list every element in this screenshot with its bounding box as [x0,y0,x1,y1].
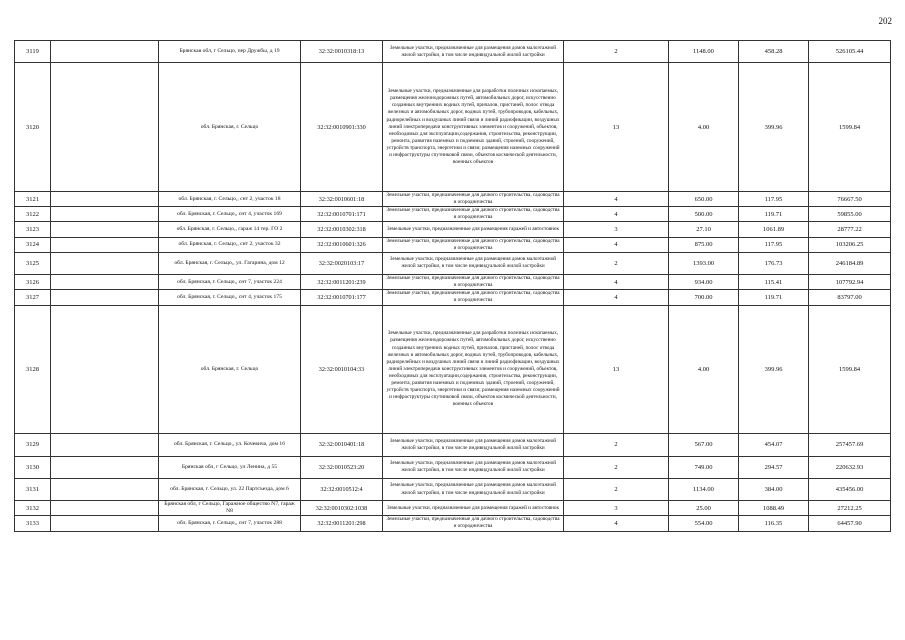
table-row [15,456,891,478]
area-cell: 567.00 [669,434,739,456]
group-cell: 4 [564,237,669,252]
table-row [15,252,891,274]
empty-cell [51,207,159,222]
land-purpose-cell: Земельные участки, предназначенные для размещения домов малоэтажной жилой застройки, в том числе индивидуальной жилой застройки [383,41,564,63]
empty-cell [51,252,159,274]
land-purpose-cell: Земельные участки, предназначенные для разработки полезных ископаемых, размещения железнодорожных путей, автомобильных дорог, искусственно созданных внутренних водных путей, причалов, пристаней, полос отвода железных и автомобильных дорог, водных путей, трубопроводов, кабельных, радиорелейных и воздушных линий связи и линий радиофикации, воздушных линий электропередачи конструктивных элементов и сооружений, объектов, необходимых для эксплуатации,содержания, строительства, реконструкции, ремонта, развития наземных и подземных зданий, строений, сооружений, устройств транспорта, энергетики и связи; размещения наземных сооружений и инфраструктуры спутниковой связи, объектов космической деятельности, военных объектов [383,63,564,192]
row-number: 3126 [15,275,51,290]
specific-value-cell: 176.73 [739,252,809,274]
table-row [15,290,891,305]
cadastral-number-cell: 32:32:0020103:17 [301,252,383,274]
area-cell: 500.00 [669,207,739,222]
empty-cell [51,434,159,456]
group-cell: 2 [564,434,669,456]
page-number: 202 [878,16,892,26]
table-row [15,275,891,290]
area-cell: 934.00 [669,275,739,290]
table-row [15,305,891,434]
specific-value-cell: 1088.49 [739,501,809,516]
cadastral-value-cell: 27212.25 [809,501,891,516]
row-number: 3131 [15,478,51,500]
address-cell: обл. Брянская, г. Сельцо,, ул. Гагарина, дом 12 [159,252,301,274]
row-number: 3130 [15,456,51,478]
specific-value-cell: 399.96 [739,305,809,434]
row-number: 3128 [15,305,51,434]
address-cell: обл. Брянская, г. Сельцо,, снт 2, участок 18 [159,192,301,207]
land-purpose-cell: Земельные участки, предназначенные для размещения домов малоэтажной жилой застройки, в том числе индивидуальной жилой застройки [383,252,564,274]
area-cell: 749.00 [669,456,739,478]
row-number: 3125 [15,252,51,274]
cadastral-number-cell: 32:32:0011201:298 [301,516,383,531]
empty-cell [51,41,159,63]
row-number: 3132 [15,501,51,516]
empty-cell [51,478,159,500]
group-cell: 2 [564,478,669,500]
empty-cell [51,222,159,237]
table-row [15,516,891,531]
address-cell: Брянская обл, г Сельцо, пер Дружбы, д 19 [159,41,301,63]
table-row [15,434,891,456]
empty-cell [51,290,159,305]
cadastral-value-cell: 246184.89 [809,252,891,274]
land-register-table [14,40,891,532]
row-number: 3129 [15,434,51,456]
group-cell: 4 [564,275,669,290]
cadastral-number-cell: 32:32:0010318:13 [301,41,383,63]
address-cell: обл. Брянская, г. Сельцо [159,305,301,434]
specific-value-cell: 384.00 [739,478,809,500]
table-row [15,207,891,222]
cadastral-number-cell: 32:32:0010523:20 [301,456,383,478]
specific-value-cell: 117.95 [739,237,809,252]
address-cell: обл. Брянская, г. Сельцо,, снт 4, участок 175 [159,290,301,305]
specific-value-cell: 454.07 [739,434,809,456]
empty-cell [51,192,159,207]
group-cell: 4 [564,516,669,531]
empty-cell [51,501,159,516]
table-body [15,41,891,532]
specific-value-cell: 116.35 [739,516,809,531]
row-number: 3123 [15,222,51,237]
specific-value-cell: 399.96 [739,63,809,192]
group-cell: 2 [564,41,669,63]
cadastral-value-cell: 59855.00 [809,207,891,222]
specific-value-cell: 119.71 [739,290,809,305]
table-row [15,41,891,63]
address-cell: обл. Брянская, г. Сельцо,, снт 7, участок 288 [159,516,301,531]
land-purpose-cell: Земельные участки, предназначенные для дачного строительства, садоводства и огородничества [383,516,564,531]
area-cell: 1134.00 [669,478,739,500]
cadastral-number-cell: 32:32:0010701:171 [301,207,383,222]
cadastral-value-cell: 435456.00 [809,478,891,500]
area-cell: 4.00 [669,305,739,434]
specific-value-cell: 117.95 [739,192,809,207]
land-purpose-cell: Земельные участки, предназначенные для дачного строительства, садоводства и огородничества [383,290,564,305]
table-row [15,237,891,252]
land-purpose-cell: Земельные участки, предназначенные для размещения домов малоэтажной жилой застройки, в том числе индивидуальной жилой застройки [383,478,564,500]
land-purpose-cell: Земельные участки, предназначенные для размещения гаражей и автостоянок [383,501,564,516]
cadastral-number-cell: 32:32:0010901:330 [301,63,383,192]
row-number: 3120 [15,63,51,192]
specific-value-cell: 458.28 [739,41,809,63]
cadastral-value-cell: 103206.25 [809,237,891,252]
area-cell: 1148.00 [669,41,739,63]
group-cell: 4 [564,192,669,207]
specific-value-cell: 119.71 [739,207,809,222]
land-purpose-cell: Земельные участки, предназначенные для размещения домов малоэтажной жилой застройки, в том числе индивидуальной жилой застройки [383,434,564,456]
group-cell: 2 [564,252,669,274]
cadastral-number-cell: 32:32:0010601:326 [301,237,383,252]
group-cell: 13 [564,63,669,192]
area-cell: 650.00 [669,192,739,207]
area-cell: 4.00 [669,63,739,192]
area-cell: 700.00 [669,290,739,305]
area-cell: 554.00 [669,516,739,531]
group-cell: 13 [564,305,669,434]
group-cell: 2 [564,456,669,478]
empty-cell [51,456,159,478]
cadastral-value-cell: 1599.84 [809,305,891,434]
land-purpose-cell: Земельные участки, предназначенные для дачного строительства, садоводства и огородничества [383,237,564,252]
cadastral-number-cell: 32:32:0010601:18 [301,192,383,207]
land-purpose-cell: Земельные участки, предназначенные для дачного строительства, садоводства и огородничества [383,275,564,290]
cadastral-value-cell: 107792.94 [809,275,891,290]
address-cell: обл. Брянская, г. Сельцо,, гараж 14 тер. ГО 2 [159,222,301,237]
table-row [15,63,891,192]
group-cell: 3 [564,501,669,516]
address-cell: обл. Брянская, г. Сельцо,, снт 4, участок 169 [159,207,301,222]
area-cell: 875.00 [669,237,739,252]
land-purpose-cell: Земельные участки, предназначенные для дачного строительства, садоводства и огородничества [383,207,564,222]
row-number: 3124 [15,237,51,252]
address-cell: Брянская обл, г Сельцо, ул Ленина, д 55 [159,456,301,478]
cadastral-number-cell: 32:32:0010104:33 [301,305,383,434]
row-number: 3121 [15,192,51,207]
address-cell: Брянская обл, г Сельцо, Гаражное общество N7, гараж N8 [159,501,301,516]
group-cell: 4 [564,207,669,222]
address-cell: обл. Брянская, г. Сельцо,, снт 7, участок 224 [159,275,301,290]
cadastral-number-cell: 32:32:0010302:1038 [301,501,383,516]
cadastral-value-cell: 220632.93 [809,456,891,478]
empty-cell [51,516,159,531]
land-purpose-cell: Земельные участки, предназначенные для разработки полезных ископаемых, размещения железнодорожных путей, автомобильных дорог, искусственно созданных внутренних водных путей, причалов, пристаней, полос отвода железных и автомобильных дорог, водных путей, трубопроводов, кабельных, радиорелейных и воздушных линий связи и линий радиофикации, воздушных линий электропередачи конструктивных элементов и сооружений, объектов, необходимых для эксплуатации,содержания, строительства, реконструкции, ремонта, развития наземных и подземных зданий, строений, сооружений, устройств транспорта, энергетики и связи; размещения наземных сооружений и инфраструктуры спутниковой связи, объектов космической деятельности, военных объектов [383,305,564,434]
cadastral-value-cell: 83797.00 [809,290,891,305]
cadastral-number-cell: 32:32:0010401:18 [301,434,383,456]
table-row [15,478,891,500]
land-purpose-cell: Земельные участки, предназначенные для размещения домов малоэтажной жилой застройки, в том числе индивидуальной жилой застройки [383,456,564,478]
cadastral-number-cell: 32:32:0010302:318 [301,222,383,237]
cadastral-number-cell: 32:32:0010701:177 [301,290,383,305]
empty-cell [51,275,159,290]
empty-cell [51,63,159,192]
address-cell: обл. Брянская, г. Сельцо,, ул. Кочевича, дом 16 [159,434,301,456]
row-number: 3127 [15,290,51,305]
specific-value-cell: 115.41 [739,275,809,290]
cadastral-value-cell: 76667.50 [809,192,891,207]
land-purpose-cell: Земельные участки, предназначенные для размещения гаражей и автостоянок [383,222,564,237]
area-cell: 25.00 [669,501,739,516]
area-cell: 27.10 [669,222,739,237]
cadastral-number-cell: 32:32:0010512:4 [301,478,383,500]
cadastral-value-cell: 28777.22 [809,222,891,237]
cadastral-value-cell: 64457.90 [809,516,891,531]
cadastral-number-cell: 32:32:0011201:239 [301,275,383,290]
empty-cell [51,237,159,252]
land-purpose-cell: Земельные участки, предназначенные для дачного строительства, садоводства и огородничества [383,192,564,207]
cadastral-value-cell: 1599.84 [809,63,891,192]
cadastral-value-cell: 526105.44 [809,41,891,63]
address-cell: обл. Брянская, г. Сельцо [159,63,301,192]
address-cell: обл. Брянская, г. Сельцо,, снт 2, участок 32 [159,237,301,252]
empty-cell [51,305,159,434]
group-cell: 3 [564,222,669,237]
row-number: 3119 [15,41,51,63]
specific-value-cell: 1061.89 [739,222,809,237]
row-number: 3122 [15,207,51,222]
group-cell: 4 [564,290,669,305]
table-row [15,501,891,516]
area-cell: 1393.00 [669,252,739,274]
table-row [15,192,891,207]
cadastral-value-cell: 257457.69 [809,434,891,456]
specific-value-cell: 294.57 [739,456,809,478]
table-row [15,222,891,237]
row-number: 3133 [15,516,51,531]
address-cell: обл. Брянская, г. Сельцо, ул. 22 Партсъезда, дом 6 [159,478,301,500]
